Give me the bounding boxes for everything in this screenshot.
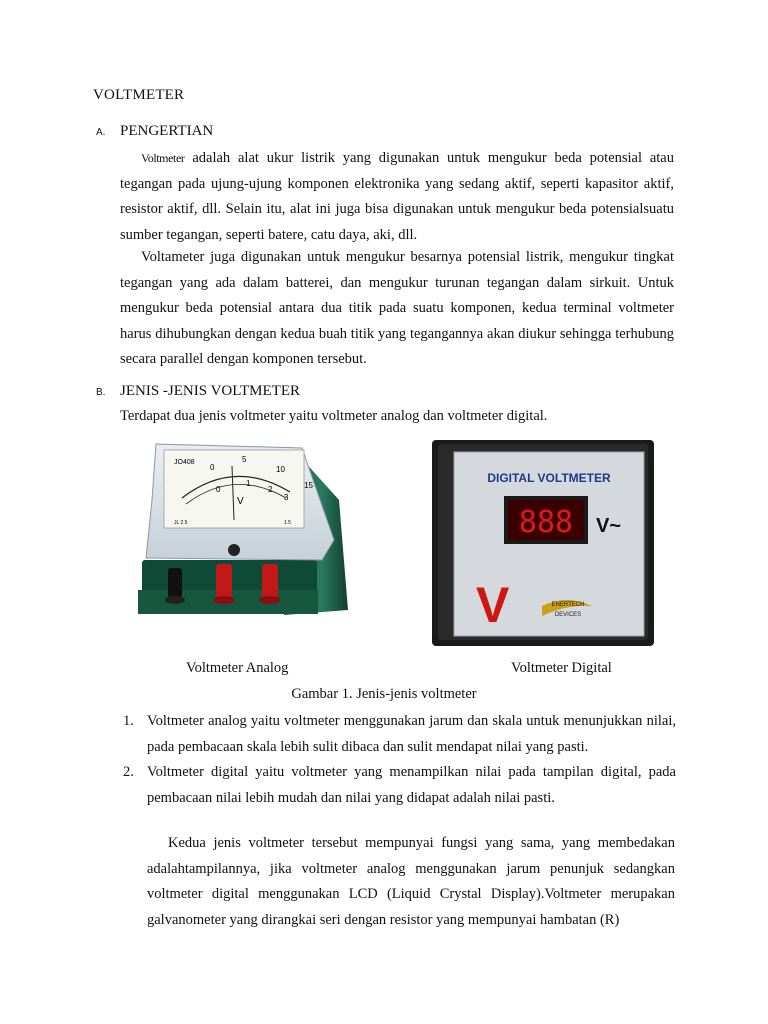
red-terminal-2 bbox=[262, 564, 278, 598]
voltmeter-types-list bbox=[120, 709, 676, 811]
list-item bbox=[120, 709, 676, 760]
section-b-heading bbox=[96, 383, 300, 400]
section-b-title: JENIS -JENIS VOLTMETER bbox=[120, 383, 301, 399]
scale-top-15: 15 bbox=[304, 481, 313, 490]
digital-unit: V~ bbox=[596, 515, 622, 537]
definition-term: Voltmeter bbox=[141, 151, 185, 165]
brand-line-2: DEVICES bbox=[554, 612, 582, 618]
usage-paragraph: Voltameter juga digunakan untuk mengukur besarnya potensial listrik, mengukur tingkat tegangan yang ada dalam batterei, dan mengukur turunan tegangan dalam sirkuit. Untuk mengukur beda potensial antara dua titik pada suatu komponen, kedua terminal voltmeter harus dihubungkan dengan kedua buah titik yang tegangannya akan diukur sehingga terhubung secara parallel dengan komponen tersebut. bbox=[120, 249, 674, 367]
analog-voltmeter-image bbox=[134, 440, 352, 618]
document-title: VOLTMETER bbox=[93, 87, 185, 103]
section-b-intro: Terdapat dua jenis voltmeter yaitu voltmeter analog dan voltmeter digital. bbox=[120, 408, 548, 424]
list-number: 2. bbox=[123, 764, 134, 780]
list-text: Voltmeter analog yaitu voltmeter menggunakan jarum dan skala untuk menunjukkan nilai, pada pembacaan skala lebih sulit dibaca dan sulit mendapat nilai yang pasti. bbox=[147, 713, 676, 755]
scale-bottom-2: 2 bbox=[268, 485, 273, 494]
section-a-title: PENGERTIAN bbox=[120, 123, 214, 139]
red-terminal-1 bbox=[216, 564, 232, 598]
scale-top-0: 0 bbox=[210, 463, 215, 472]
scale-bottom-0: 0 bbox=[216, 485, 221, 494]
analog-small-text-right: 1.5 bbox=[284, 520, 291, 526]
closing-paragraph: Kedua jenis voltmeter tersebut mempunyai fungsi yang sama, yang membedakan adalahtampilannya, jika voltmeter analog menggunakan jarum penunjuk sedangkan voltmeter digital menggunakan LCD (Liquid Crystal Display).Voltmeter merupakan galvanometer yang dirangkai seri dengan resistor yang mempunyai hambatan (R) bbox=[147, 835, 675, 928]
section-b-letter: B. bbox=[96, 387, 106, 398]
digital-caption: Voltmeter Digital bbox=[511, 660, 612, 676]
black-terminal bbox=[168, 568, 182, 598]
analog-unit-label: V bbox=[237, 496, 244, 507]
definition-text: adalah alat ukur listrik yang digunakan untuk mengukur beda potensial atau tegangan pada ujung-ujung komponen elektronika yang sedang aktif, seperti kapasitor aktif, resistor aktif, dll. Selain itu, alat ini juga bisa digunakan untuk mengukur beda potensialsuatu sumber tegangan, seperti batere, catu daya, aki, dll. bbox=[120, 150, 674, 243]
list-item bbox=[120, 760, 676, 811]
list-number: 1. bbox=[123, 713, 134, 729]
scale-top-5: 5 bbox=[242, 455, 247, 464]
brand-line-1: ENERTECH bbox=[551, 602, 585, 608]
scale-top-10: 10 bbox=[276, 465, 285, 474]
digital-voltmeter-image bbox=[432, 440, 654, 646]
list-text: Voltmeter digital yaitu voltmeter yang menampilkan nilai pada tampilan digital, pada pembacaan nilai lebih mudah dan nilai yang didapat adalah nilai pasti. bbox=[147, 764, 676, 806]
digital-big-letter: V bbox=[476, 577, 510, 633]
scale-bottom-1: 1 bbox=[246, 479, 251, 488]
digital-readout: 888 bbox=[518, 505, 574, 540]
analog-small-text: JL 2.5 bbox=[174, 520, 188, 526]
analog-model-label: JO408 bbox=[174, 459, 195, 466]
analog-caption: Voltmeter Analog bbox=[186, 660, 289, 676]
section-a-heading bbox=[96, 123, 213, 140]
digital-title: DIGITAL VOLTMETER bbox=[487, 471, 611, 485]
definition-paragraph bbox=[120, 146, 674, 248]
scale-bottom-3: 3 bbox=[284, 493, 289, 502]
section-a-letter: A. bbox=[96, 127, 106, 138]
figure-caption: Gambar 1. Jenis-jenis voltmeter bbox=[291, 686, 477, 702]
